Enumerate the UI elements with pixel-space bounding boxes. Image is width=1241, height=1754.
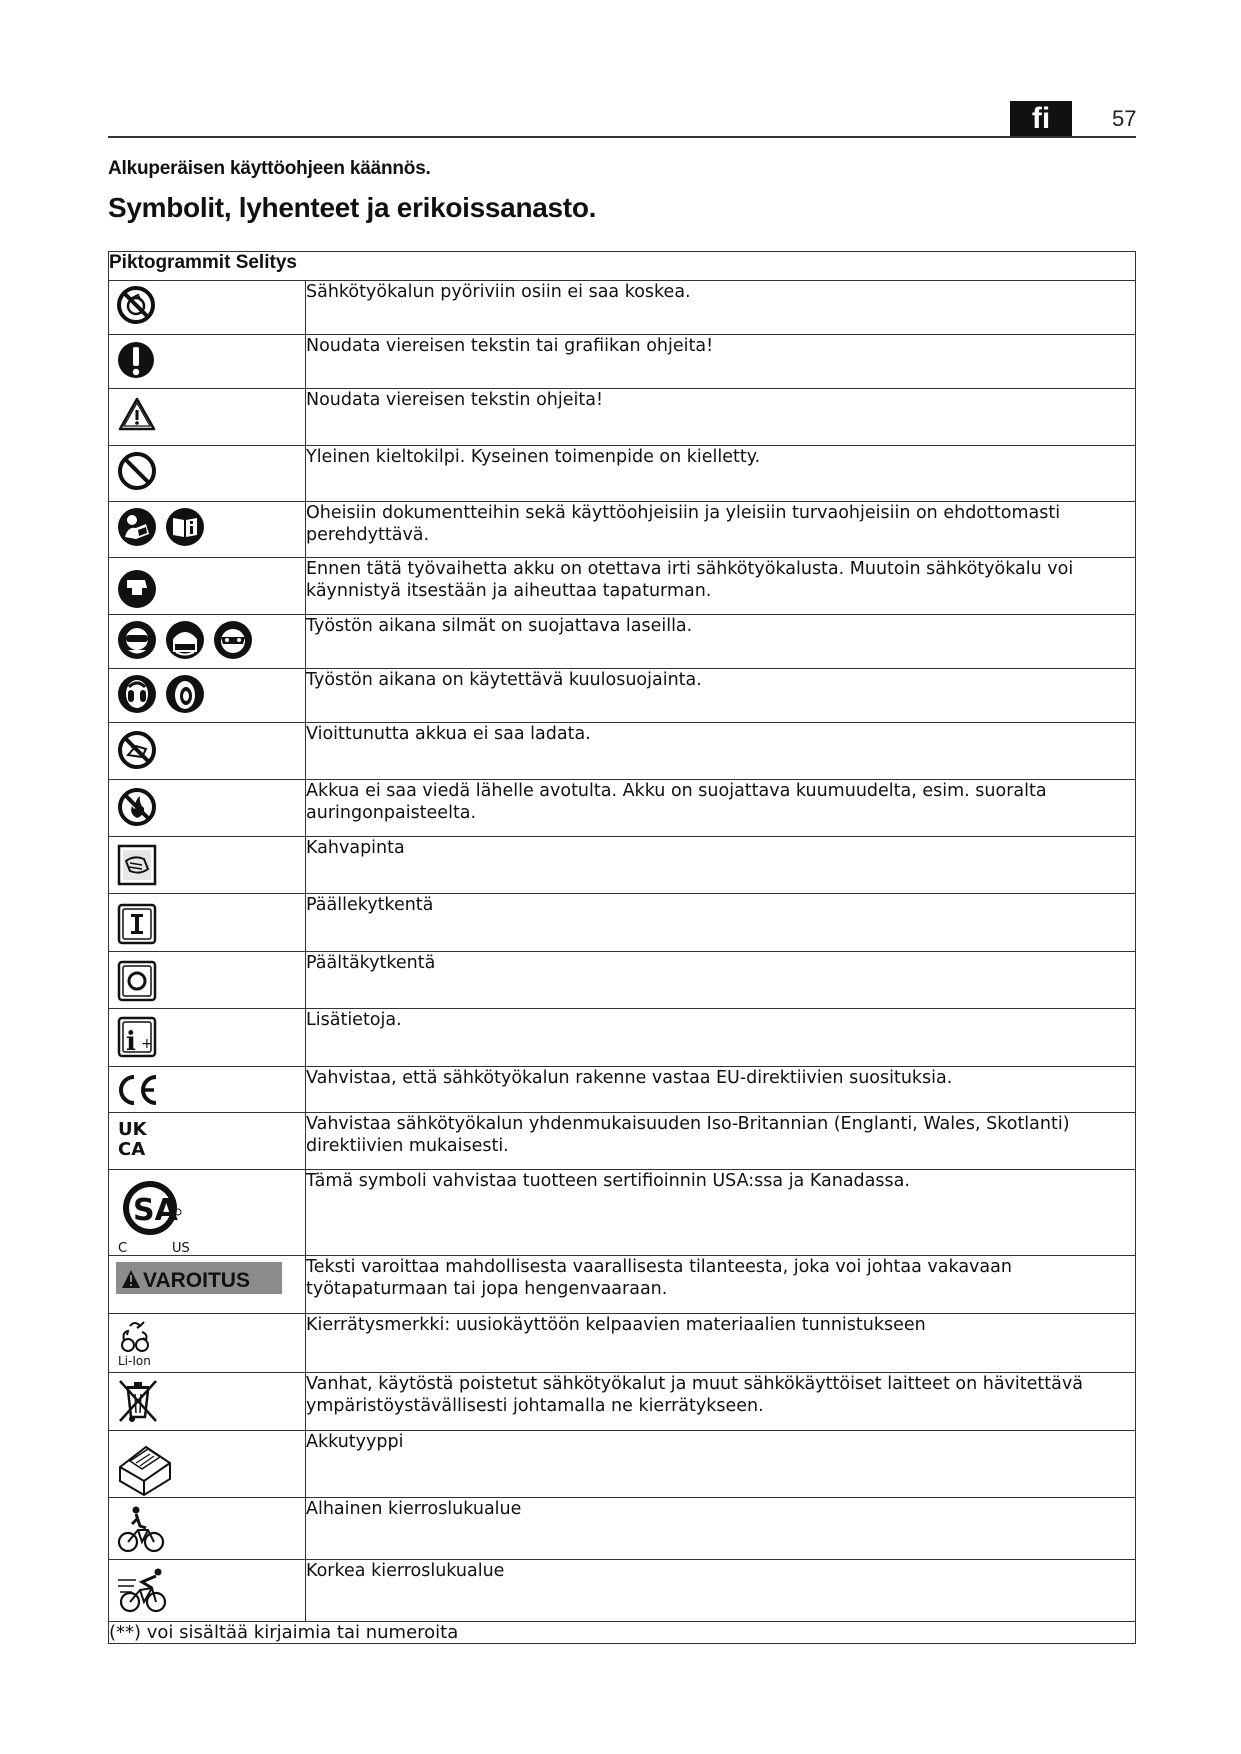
power-on-icon	[116, 902, 158, 946]
symbols-table	[108, 251, 1136, 1644]
eye-protection-icon	[116, 619, 158, 661]
row-description: Akkutyyppi	[306, 1431, 1136, 1498]
row-description: Vioittunutta akkua ei saa ladata.	[306, 723, 1136, 780]
table-row	[109, 1560, 1136, 1622]
no-fire-battery-icon	[116, 786, 158, 828]
csa-certification-icon	[116, 1174, 206, 1254]
table-header-row	[109, 252, 1136, 281]
row-description: Työstön aikana silmät on suojattava laseilla.	[306, 615, 1136, 669]
li-ion-recycling-icon	[116, 1318, 162, 1368]
svg-text:CA: CA	[118, 1139, 146, 1160]
table-row	[109, 1314, 1136, 1373]
row-description: Alhainen kierroslukualue	[306, 1498, 1136, 1560]
table-row	[109, 1170, 1136, 1256]
mandatory-exclamation-icon	[116, 339, 156, 381]
row-description: Noudata viereisen tekstin ohjeita!	[306, 389, 1136, 446]
low-speed-bicycle-icon	[116, 1504, 166, 1554]
table-row	[109, 1256, 1136, 1314]
table-row	[109, 335, 1136, 389]
svg-text:UK: UK	[118, 1119, 147, 1140]
table-row	[109, 558, 1136, 615]
row-description: Päällekytkentä	[306, 894, 1136, 952]
table-footnote-row	[109, 1622, 1136, 1644]
svg-text:SA: SA	[133, 1193, 178, 1228]
svg-text:+: +	[141, 1036, 153, 1052]
table-row	[109, 723, 1136, 780]
table-row	[109, 281, 1136, 335]
row-description: Ennen tätä työvaihetta akku on otettava irti sähkötyökalusta. Muutoin sähkötyökalu voi käynnistyä itsestään ja aiheuttaa tapaturman.	[306, 558, 1136, 615]
no-charging-damaged-battery-icon	[116, 729, 158, 771]
face-shield-icon	[164, 619, 206, 661]
prohibition-icon	[116, 450, 158, 492]
language-badge: fi	[1010, 101, 1072, 136]
battery-pack-icon	[116, 1437, 174, 1497]
svg-text:C: C	[118, 1241, 128, 1254]
table-row	[109, 615, 1136, 669]
table-row	[109, 669, 1136, 723]
warning-triangle-icon	[116, 393, 158, 435]
table-row	[109, 1498, 1136, 1560]
table-row	[109, 780, 1136, 837]
page-title: Symbolit, lyhenteet ja erikoissanasto.	[108, 192, 597, 223]
ear-protection-side-icon	[164, 673, 206, 715]
table-row	[109, 952, 1136, 1009]
table-row	[109, 894, 1136, 952]
row-description: Kierrätysmerkki: uusiokäyttöön kelpaavien materiaalien tunnistukseen	[306, 1314, 1136, 1373]
grip-surface-icon	[116, 843, 158, 887]
page-number: 57	[1112, 106, 1137, 131]
table-row	[109, 837, 1136, 894]
row-description: Työstön aikana on käytettävä kuulosuojainta.	[306, 669, 1136, 723]
document-subtitle: Alkuperäisen käyttöohjeen käännös.	[108, 158, 431, 179]
row-description: Kahvapinta	[306, 837, 1136, 894]
table-row	[109, 1431, 1136, 1498]
row-description: Sähkötyökalun pyöriviin osiin ei saa koskea.	[306, 281, 1136, 335]
remove-battery-icon	[116, 568, 158, 610]
row-description: Päältäkytkentä	[306, 952, 1136, 1009]
goggles-icon	[212, 619, 254, 661]
header-divider	[108, 136, 1136, 138]
svg-text:i: i	[126, 1027, 136, 1057]
ukca-mark-icon	[116, 1117, 156, 1161]
crossed-bin-icon	[116, 1377, 160, 1425]
row-description: Akkua ei saa viedä lähelle avotulta. Akku on suojattava kuumuudelta, esim. suoralta auringonpaisteelta.	[306, 780, 1136, 837]
row-description: Vahvistaa, että sähkötyökalun rakenne vastaa EU-direktiivien suosituksia.	[306, 1067, 1136, 1113]
table-row	[109, 1067, 1136, 1113]
row-description: Noudata viereisen tekstin tai grafiikan ohjeita!	[306, 335, 1136, 389]
read-manual-icon	[116, 506, 158, 548]
information-book-icon	[164, 506, 206, 548]
table-row	[109, 1009, 1136, 1067]
table-row	[109, 1113, 1136, 1170]
svg-text:US: US	[172, 1241, 190, 1254]
ear-protection-icon	[116, 673, 158, 715]
table-header-label: Piktogrammit Selitys	[109, 252, 1136, 281]
table-row	[109, 389, 1136, 446]
row-description: Korkea kierroslukualue	[306, 1560, 1136, 1622]
row-description: Yleinen kieltokilpi. Kyseinen toimenpide on kielletty.	[306, 446, 1136, 502]
varoitus-label-icon	[116, 1262, 282, 1294]
row-description: Vanhat, käytöstä poistetut sähkötyökalut ja muut sähkökäyttöiset laitteet on hävitettävä ympäristöystävällisesti johtamalla ne kierrätykseen.	[306, 1373, 1136, 1431]
row-description: Lisätietoja.	[306, 1009, 1136, 1067]
table-row	[109, 446, 1136, 502]
ce-mark-icon	[116, 1073, 162, 1107]
no-touch-rotating-parts-icon	[116, 285, 156, 325]
row-description: Oheisiin dokumentteihin sekä käyttöohjeisiin ja yleisiin turvaohjeisiin on ehdottomasti perehdyttävä.	[306, 502, 1136, 558]
high-speed-bicycle-icon	[116, 1566, 172, 1616]
table-row	[109, 1373, 1136, 1431]
table-footnote: (**) voi sisältää kirjaimia tai numeroita	[109, 1622, 1136, 1644]
row-description: Vahvistaa sähkötyökalun yhdenmukaisuuden Iso-Britannian (Englanti, Wales, Skotlanti) direktiivien mukaisesti.	[306, 1113, 1136, 1170]
row-description: Tämä symboli vahvistaa tuotteen sertifioinnin USA:ssa ja Kanadassa.	[306, 1170, 1136, 1256]
more-information-icon	[116, 1015, 158, 1059]
row-description: Teksti varoittaa mahdollisesta vaarallisesta tilanteesta, joka voi johtaa vakavaan työtapaturmaan tai jopa hengenvaaraan.	[306, 1256, 1136, 1314]
svg-text:VAROITUS: VAROITUS	[143, 1269, 250, 1292]
power-off-icon	[116, 959, 158, 1003]
table-row	[109, 502, 1136, 558]
svg-text:Li-Ion: Li-Ion	[118, 1354, 151, 1368]
